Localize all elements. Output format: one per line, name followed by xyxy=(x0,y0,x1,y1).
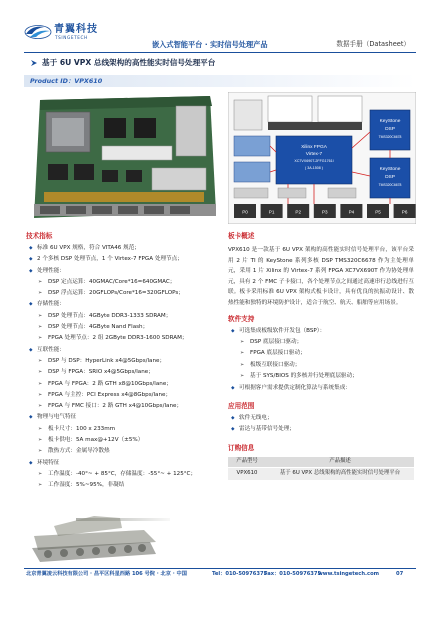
tech-spec-item: ➢ FPGA 与主控：PCI Express x4@8Gbps/lane； xyxy=(26,392,222,403)
header-divider xyxy=(24,52,416,53)
software-item: ➢ 板级互联接口驱动； xyxy=(228,362,418,373)
ordering-table-header xyxy=(228,457,414,468)
dsp-top-label-1: KeyStone xyxy=(379,119,401,124)
tech-spec-item: ➢ DSP 处理节点：4GByte Nand Flash； xyxy=(26,324,222,335)
dsp-top-label-2: DSP xyxy=(385,127,395,132)
tech-spec-item: ➢ DSP 处理节点：4GByte DDR3-1333 SDRAM； xyxy=(26,313,222,324)
fpga-label-1: Xilinx FPGA xyxy=(301,145,327,150)
block-diagram xyxy=(228,92,416,224)
table-row xyxy=(228,468,414,480)
logo-text-en: TSINGETECH xyxy=(55,35,88,40)
tech-spec-item: ➢ DSP 与 DSP：HyperLink x4@5Gbps/lane； xyxy=(26,358,222,369)
logo-text-cn: 青翼科技 xyxy=(54,24,98,35)
tech-specs-heading: 技术指标 xyxy=(26,232,53,240)
fpga-label-3: XC7VX690T-2FFG1761I xyxy=(294,159,334,163)
ordering-col-desc: 产品描述 xyxy=(266,457,414,468)
page-number: 07 xyxy=(396,571,404,577)
overview-heading: 板卡概述 xyxy=(228,232,255,240)
software-list xyxy=(228,328,418,396)
tank-illustration xyxy=(24,496,174,572)
tech-spec-item: ◆ 处理性能： xyxy=(26,268,222,279)
right-column xyxy=(228,232,418,480)
applications-heading: 应用范围 xyxy=(228,401,255,410)
tech-spec-item: ◆ 标准 6U VPX 规格，符合 VITA46 规范； xyxy=(26,245,222,256)
page-footer xyxy=(26,571,418,581)
software-item: ➢ 基于 SYS/BIOS 的多核并行处理底层驱动； xyxy=(228,373,418,384)
footer-divider xyxy=(24,568,416,569)
fpga-label-4: ( 3A-1508 ) xyxy=(305,166,323,170)
header-slogan: 嵌入式智能平台 · 实时信号处理产品 xyxy=(152,40,268,49)
connector-port-label: P6 xyxy=(401,209,408,215)
tech-specs-list xyxy=(26,245,222,494)
footer-website[interactable]: www.tsingetech.com xyxy=(318,571,380,577)
app-item: ◆ 软件无线电； xyxy=(228,415,418,426)
tech-spec-item: ◆ 物理与电气特征 xyxy=(26,414,222,425)
connector-port-label: P5 xyxy=(375,209,381,215)
ordering-desc: 基于 6U VPX 总线架构的高性能实时信号处理平台 xyxy=(266,468,414,480)
app-item: ◆ 雷达与基带信号处理； xyxy=(228,426,418,437)
tech-spec-item: ◆ 存储性能： xyxy=(26,301,222,312)
page-title: 基于 6U VPX 总线架构的高性能实时信号处理平台 xyxy=(42,58,216,67)
dsp-bottom-label-1: KeyStone xyxy=(379,167,401,172)
ordering-model: VPX610 xyxy=(228,468,266,480)
company-logo xyxy=(24,22,110,42)
tech-spec-item: ◆ 环境特征 xyxy=(26,460,222,471)
software-item: ➢ DSP 底层接口驱动； xyxy=(228,339,418,350)
product-id: Product ID：VPX610 xyxy=(30,77,103,85)
tech-specs-section xyxy=(26,232,222,494)
product-id-bar xyxy=(24,75,416,87)
ordering-table xyxy=(228,457,414,480)
connector-port-label: P3 xyxy=(321,209,328,215)
arrow-icon xyxy=(30,59,38,67)
software-item: ◆ 可根据客户需求提供定制化算法与系统集成： xyxy=(228,385,418,396)
connector-port-label: P0 xyxy=(242,209,248,215)
board-photo xyxy=(26,92,222,222)
tech-spec-item: ➢ 工作温度：-40°~ + 85°C，存储温度：-55°~ + 125°C； xyxy=(26,471,222,482)
tech-spec-item: ◆ 2 个多核 DSP 处理节点，1 个 Virtex-7 FPGA 处理节点； xyxy=(26,256,222,267)
software-item: ➢ FPGA 底层接口驱动； xyxy=(228,350,418,361)
footer-fax: Fax：010-50976375 xyxy=(264,571,322,577)
tech-spec-item: ➢ 板卡供电：5A max@+12V（±5%） xyxy=(26,437,222,448)
ordering-heading: 订购信息 xyxy=(228,443,255,452)
tech-spec-item: ➢ 散热方式：金属导冷散热 xyxy=(26,448,222,459)
footer-company: 北京青翼凌云科技有限公司 · 昌平区科星西路 106 号院 · 北京 · 中国 xyxy=(26,571,187,577)
tech-spec-item: ➢ DSP 浮点运算：20GFLOPs/Core*16=320GFLOPs； xyxy=(26,290,222,301)
connector-port-label: P2 xyxy=(295,209,302,215)
logo-icon xyxy=(24,24,52,40)
software-heading: 软件支持 xyxy=(228,314,255,323)
page-header xyxy=(0,0,440,49)
tech-spec-item: ➢ 工作湿度：5%~95%，非凝结 xyxy=(26,482,222,493)
connector-port-label: P4 xyxy=(348,209,355,215)
title-row xyxy=(30,58,420,70)
overview-text: VPX610 是一款基于 6U VPX 架构的高性能实时信号处理平台，该平台采用 2 片 TI 的 KeyStone 系列多核 DSP TMS320C6678 作为主处理单元，采用 1 片 Xilinx 的 Virtex-7 系列 FPGA XC7VX690T 作为协处理单元，具有 2 个 FMC 子卡接口，各个处理节点之间通过高速串行总线进行互联。板卡采用标准 6U VPX 架构式板卡设计，具有优良的抗振动设计、散热性能和独特的环境防护设计，适合于航空、航天、船舶等应用场景。 xyxy=(228,247,414,306)
dsp-bottom-label-2: DSP xyxy=(385,175,395,180)
ordering-col-model: 产品型号 xyxy=(228,457,266,468)
software-item: ◆ 可选集成板级软件开发包（BSP）： xyxy=(228,328,418,339)
connector-port-label: P1 xyxy=(268,209,275,215)
tech-spec-item: ➢ 板卡尺寸：100 x 233mm xyxy=(26,426,222,437)
tech-spec-item: ➢ DSP 与 FPGA：SRIO x4@5Gbps/lane； xyxy=(26,369,222,380)
tech-spec-item: ➢ FPGA 处理节点：2 组 2GByte DDR3-1600 SDRAM； xyxy=(26,335,222,346)
applications-list xyxy=(228,415,418,438)
tech-spec-item: ◆ 互联性能： xyxy=(26,347,222,358)
doc-type: 数据手册（Datasheet） xyxy=(336,40,410,48)
footer-tel: Tel：010-50976375 xyxy=(212,571,268,577)
dsp-bottom-label-3: TMS320C6678 xyxy=(378,183,402,187)
tech-spec-item: ➢ FPGA 与 FPGA：2 路 GTH x8@10Gbps/lane； xyxy=(26,381,222,392)
tech-spec-item: ➢ DSP 定点运算：40GMAC/Core*16=640GMAC； xyxy=(26,279,222,290)
tech-spec-item: ➢ FPGA 与 FMC 接口：2 路 GTH x4@10Gbps/lane； xyxy=(26,403,222,414)
fpga-label-2: Virtex-7 xyxy=(305,152,323,157)
dsp-top-label-3: TMS320C6678 xyxy=(378,135,402,139)
